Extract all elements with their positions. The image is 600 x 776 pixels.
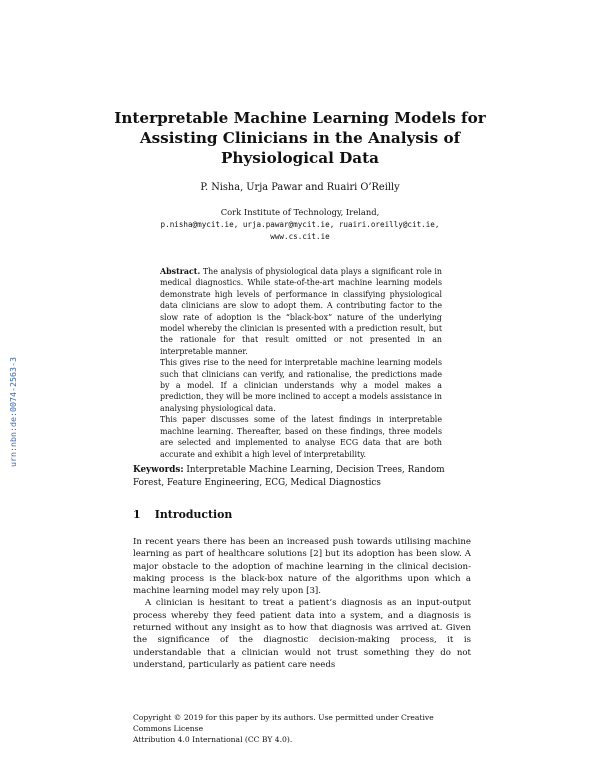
authors: P. Nisha, Urja Pawar and Ruairi O’Reilly [200, 182, 400, 193]
keywords [133, 464, 473, 489]
abstract [160, 266, 442, 460]
abstract-paragraph [160, 266, 442, 357]
footer-line: Attribution 4.0 International (CC BY 4.0). [133, 735, 293, 745]
section-number: 1 [133, 508, 141, 521]
affiliation-block [0, 206, 600, 244]
body-paragraph: In recent years there has been an increased push towards utilising machine learning as part of healthcare solutions [2] but its adoption has been slow. A major obstacle to the adoption of machine learning in the clinical decision-making process is the black-box nature of the algorithms upon which a machine learning model may rely upon [3]. [133, 537, 471, 597]
title-line: Assisting Clinicians in the Analysis of [139, 129, 461, 147]
copyright-footer [133, 712, 473, 746]
paper-title [0, 108, 600, 168]
institution-website[interactable]: www.cs.cit.ie [270, 232, 330, 241]
abstract-label: Abstract. [160, 267, 201, 276]
body-paragraph: A clinician is hesitant to treat a patient’s diagnosis as an input-output process whereby they feed patient data into a system, and a diagnosis is returned without any insight as to how that diagnosis was arrived at. Given the significance of the diagnostic decision-making process, it is understandable that a clinician would not trust something they do not understand, particularly as patient care needs [133, 598, 471, 670]
abstract-text: The analysis of physiological data plays a significant role in medical diagnostics. While state-of-the-art machine learning models demonstrate high levels of performance in classifying physiological data clinicians are slow to adopt them. A contributing factor to the slow rate of adoption is the “black-box” nature of the underlying model whereby the clinician is presented with a prediction result, but the rationale for that result omitted or not presented in an interpretable manner. [160, 267, 443, 356]
side-identifier-link[interactable]: urn:nbn:de:0074-2563-3 [8, 357, 18, 467]
section-heading [133, 508, 232, 521]
affiliation: Cork Institute of Technology, Ireland, [220, 207, 380, 217]
body-text [133, 536, 471, 671]
keywords-label: Keywords: [133, 465, 184, 475]
abstract-paragraph: This gives rise to the need for interpretable machine learning models such that clinicians can verify, and rationalise, the predictions made by a model. If a clinician understands why a model makes a prediction, they will be more inclined to accept a models assistance in analysing physiological data. [160, 358, 442, 413]
title-line: Interpretable Machine Learning Models for [114, 109, 486, 127]
footer-line: Copyright © 2019 for this paper by its authors. Use permitted under Creative Commons License [133, 713, 434, 734]
title-line: Physiological Data [220, 149, 380, 167]
keywords-text: Interpretable Machine Learning, Decision Trees, Random Forest, Feature Engineering, ECG, Medical Diagnostics [133, 465, 445, 488]
section-title: Introduction [154, 508, 233, 521]
abstract-paragraph: This paper discusses some of the latest findings in interpretable machine learning. Thereafter, based on these findings, three models are selected and implemented to analyse ECG data that are both accurate and exhibit a high level of interpretability. [160, 415, 442, 459]
author-emails[interactable]: p.nisha@mycit.ie, urja.pawar@mycit.ie, ruairi.oreilly@cit.ie, [160, 219, 440, 229]
